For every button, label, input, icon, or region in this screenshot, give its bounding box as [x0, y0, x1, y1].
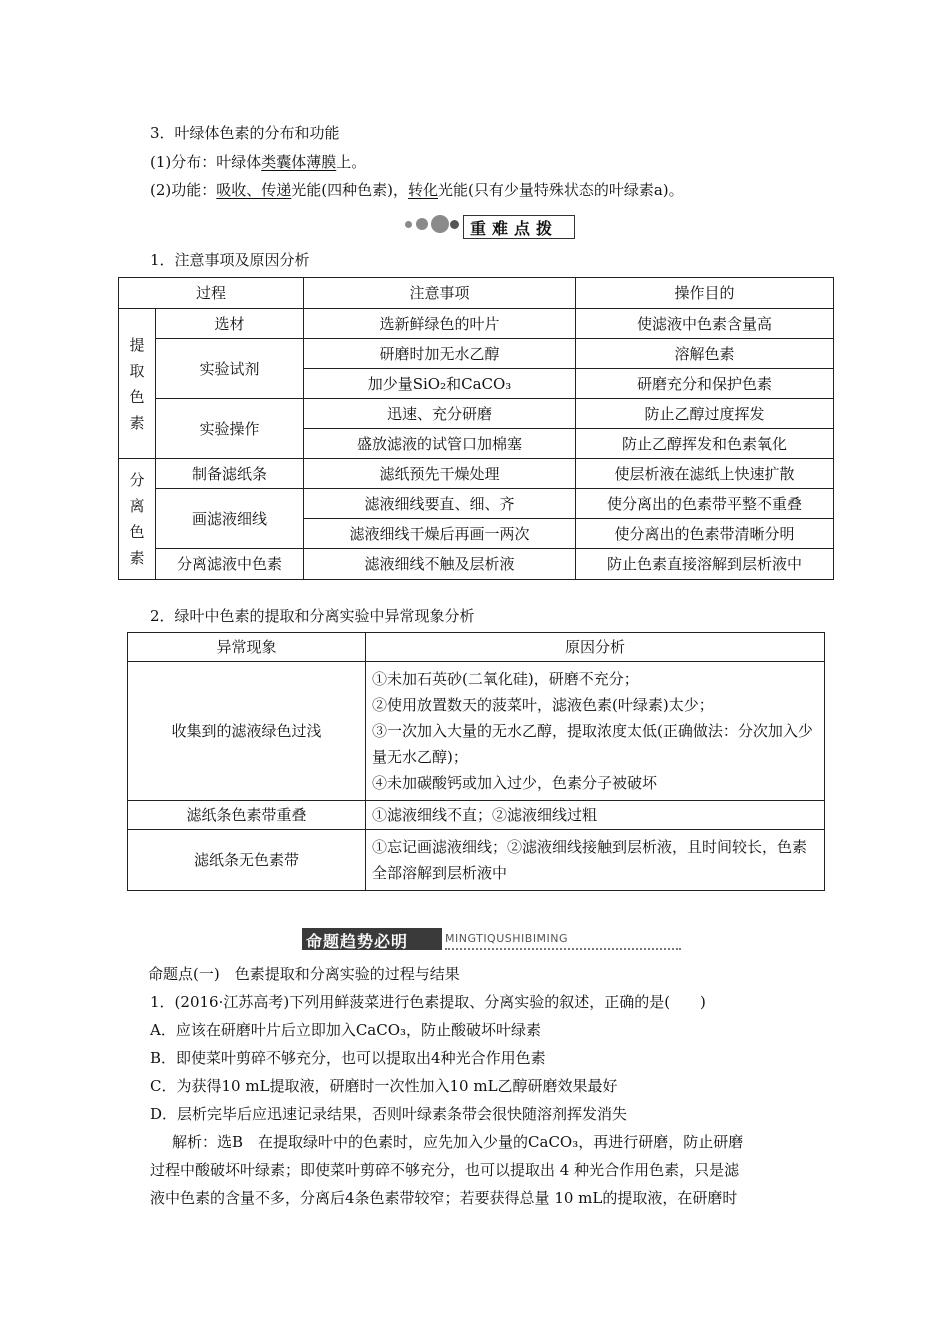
function-term1: 吸收、传递: [216, 181, 292, 199]
header-process: 过程: [119, 278, 304, 309]
header-reason: 原因分析: [366, 633, 825, 662]
banner-label: 重难点拨: [470, 219, 559, 238]
purpose: 研磨充分和保护色素: [576, 369, 834, 399]
analysis-line: 过程中酸破坏叶绿素；即使菜叶剪碎不够充分，也可以提取出 4 种光合作用色素，只是滤: [150, 1161, 740, 1179]
option-a: A．应该在研磨叶片后立即加入CaCO₃，防止酸破坏叶绿素: [150, 1021, 542, 1039]
reason-item: ③一次加入大量的无水乙醇，提取浓度太低(正确做法：分次加入少量无水乙醇)；: [372, 722, 813, 766]
note: 加少量SiO₂和CaCO₃: [304, 369, 576, 399]
question-stem: 1．(2016·江苏高考)下列用鲜菠菜进行色素提取、分离实验的叙述，正确的是( ): [150, 993, 706, 1011]
purpose: 使滤液中色素含量高: [576, 309, 834, 339]
step: 分离滤液中色素: [156, 549, 304, 580]
precautions-table: [118, 277, 834, 580]
reason-item: ①滤液细线不直；②滤液细线过粗: [372, 806, 598, 824]
anomaly-table: [127, 632, 825, 891]
phenomenon: 滤纸条无色素带: [128, 830, 366, 891]
function-prefix: (2)功能：: [150, 181, 217, 199]
header-purpose: 操作目的: [576, 278, 834, 309]
distribution-prefix: (1)分布：叶绿体: [150, 153, 262, 171]
distribution-line: [150, 152, 366, 172]
note: 滤液细线不触及层析液: [304, 549, 576, 580]
step: 画滤液细线: [156, 489, 304, 549]
reason-item: ②使用放置数天的菠菜叶，滤液色素(叶绿素)太少；: [372, 696, 714, 714]
purpose: 防止色素直接溶解到层析液中: [576, 549, 834, 580]
purpose: 防止乙醇挥发和色素氧化: [576, 429, 834, 459]
reason-list: [366, 662, 825, 801]
trend-dotted-line: [445, 948, 681, 950]
note: 滤纸预先干燥处理: [304, 459, 576, 489]
header-note: 注意事项: [304, 278, 576, 309]
note: 迅速、充分研磨: [304, 399, 576, 429]
note: 盛放滤液的试管口加棉塞: [304, 429, 576, 459]
reason-item: ④未加碳酸钙或加入过少，色素分子被破坏: [372, 774, 658, 792]
step: 实验试剂: [156, 339, 304, 399]
function-mid: 光能(四种色素)，: [291, 181, 408, 199]
option-d: D．层析完毕后应迅速记录结果，否则叶绿素条带会很快随溶剂挥发消失: [150, 1105, 628, 1123]
function-line: [150, 180, 684, 200]
note: 研磨时加无水乙醇: [304, 339, 576, 369]
function-suffix: 光能(只有少量特殊状态的叶绿素a)。: [438, 181, 684, 199]
option-b: B．即使菜叶剪碎不够充分，也可以提取出4种光合作用色素: [150, 1049, 546, 1067]
table1-title: 1．注意事项及原因分析: [150, 251, 310, 269]
analysis-line: 解析：选B 在提取绿叶中的色素时，应先加入少量的CaCO₃，再进行研磨，防止研磨: [172, 1133, 744, 1151]
note: 选新鲜绿色的叶片: [304, 309, 576, 339]
function-term2: 转化: [407, 181, 438, 199]
step: 制备滤纸条: [156, 459, 304, 489]
purpose: 溶解色素: [576, 339, 834, 369]
section-heading: 3．叶绿体色素的分布和功能: [150, 124, 340, 142]
header-phenomenon: 异常现象: [128, 633, 366, 662]
reason-item: ①忘记画滤液细线；②滤液细线接触到层析液，且时间较长，色素全部溶解到层析液中: [372, 838, 808, 882]
purpose: 防止乙醇过度挥发: [576, 399, 834, 429]
purpose: 使分离出的色素带清晰分明: [576, 519, 834, 549]
step: 实验操作: [156, 399, 304, 459]
phenomenon: 收集到的滤液绿色过浅: [128, 662, 366, 801]
group-extract: 提取色素: [119, 309, 156, 459]
distribution-term: 类囊体薄膜: [261, 153, 337, 171]
purpose: 使分离出的色素带平整不重叠: [576, 489, 834, 519]
note: 滤液细线要直、细、齐: [304, 489, 576, 519]
trend-banner-pinyin: MINGTIQUSHIBIMING: [445, 932, 569, 945]
reason-item: ①未加石英砂(二氧化硅)，研磨不充分；: [372, 670, 639, 688]
reason-list: [366, 830, 825, 891]
group-separate: 分离色素: [119, 459, 156, 580]
step: 选材: [156, 309, 304, 339]
option-c: C．为获得10 mL提取液，研磨时一次性加入10 mL乙醇研磨效果最好: [150, 1077, 618, 1095]
phenomenon: 滤纸条色素带重叠: [128, 801, 366, 830]
distribution-suffix: 上。: [336, 153, 367, 171]
table2-title: 2．绿叶中色素的提取和分离实验中异常现象分析: [150, 607, 475, 625]
question-point: 命题点(一) 色素提取和分离实验的过程与结果: [148, 965, 460, 983]
reason-list: [366, 801, 825, 830]
note: 滤液细线干燥后再画一两次: [304, 519, 576, 549]
trend-banner-label: 命题趋势必明: [306, 932, 409, 951]
analysis-line: 液中色素的含量不多，分离后4条色素带较窄；若要获得总量 10 mL的提取液，在研磨时: [150, 1189, 738, 1207]
purpose: 使层析液在滤纸上快速扩散: [576, 459, 834, 489]
